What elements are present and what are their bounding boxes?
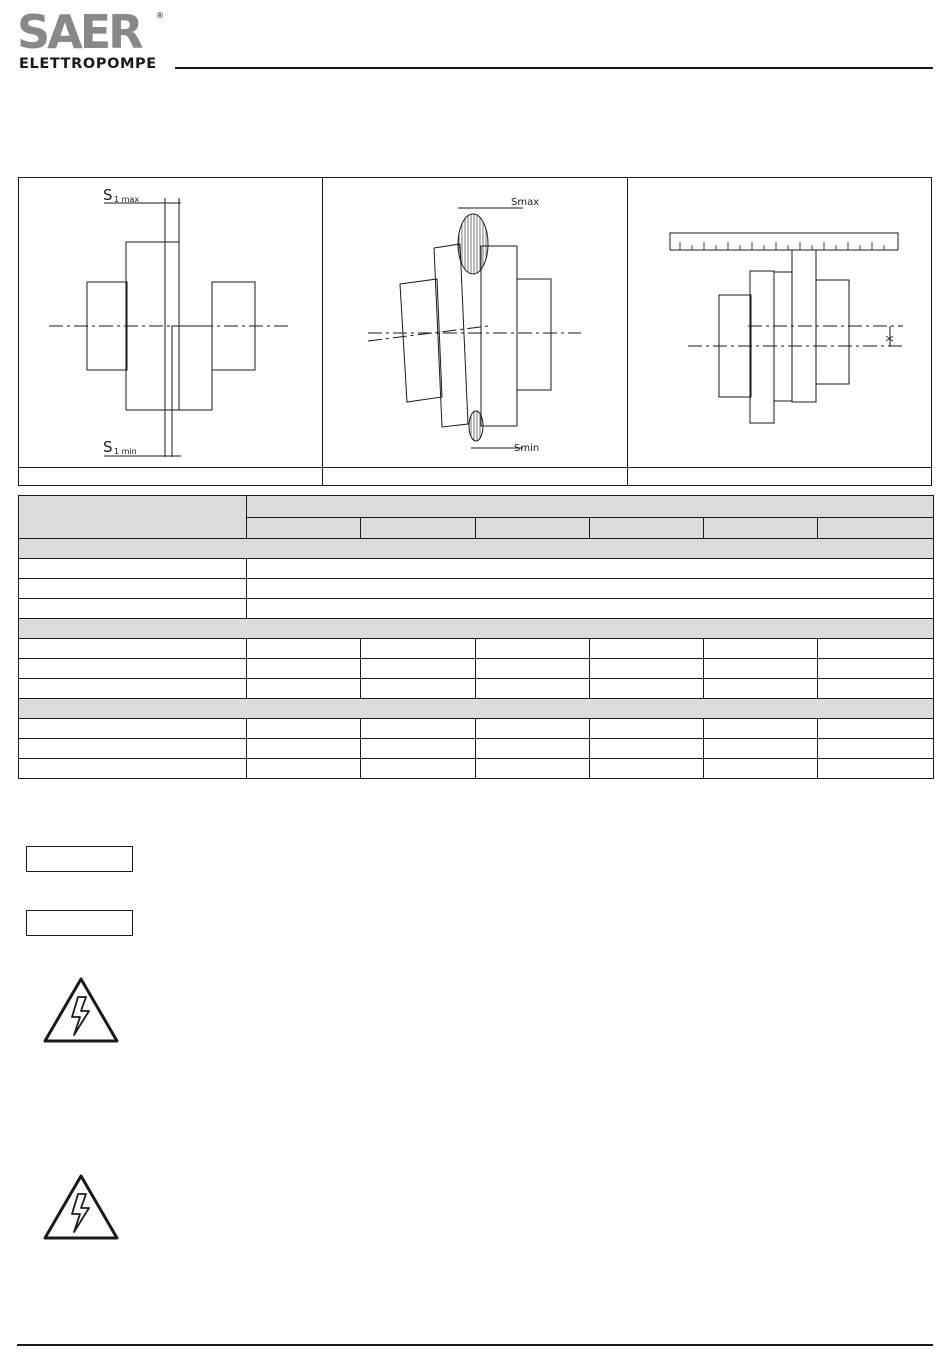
row-label [19, 659, 247, 679]
merged-cell [247, 559, 934, 579]
figure-angular-misalignment [323, 178, 628, 467]
reference-box-2 [26, 910, 133, 936]
s1-max-label: S [103, 186, 113, 204]
table-cell [476, 639, 590, 659]
logo-registered: ® [156, 11, 164, 20]
table-row [19, 759, 934, 779]
row-label [19, 719, 247, 739]
offset-x-label: X [885, 335, 896, 342]
table-cell [361, 759, 476, 779]
row-label [19, 639, 247, 659]
alignment-figures-panel [18, 177, 932, 486]
header-rule [175, 67, 933, 69]
column-header [704, 518, 818, 539]
section-title [19, 699, 934, 719]
table-cell [704, 679, 818, 699]
row-label [19, 739, 247, 759]
table-row [19, 679, 934, 699]
table-cell [590, 639, 704, 659]
table-cell [704, 659, 818, 679]
table-header-row [19, 496, 934, 518]
figure-axial-gap [19, 178, 323, 467]
table-cell [818, 659, 934, 679]
smax-label: Smax [511, 197, 540, 208]
electric-hazard-icon [41, 1172, 121, 1244]
table-cell [476, 759, 590, 779]
table-cell [590, 679, 704, 699]
table-cell [704, 759, 818, 779]
table-cell [476, 679, 590, 699]
table-cell [818, 719, 934, 739]
table-cell [704, 639, 818, 659]
row-label [19, 599, 247, 619]
warning-text-1 [140, 975, 930, 1047]
table-cell [704, 739, 818, 759]
row-label [19, 559, 247, 579]
s1-min-sub: 1 min [114, 447, 137, 456]
table-cell [590, 659, 704, 679]
axial-gap-drawing [19, 178, 322, 467]
table-cell [476, 659, 590, 679]
table-cell [590, 719, 704, 739]
column-header [247, 518, 361, 539]
table-cell [818, 679, 934, 699]
table-row [19, 579, 934, 599]
section-title [19, 619, 934, 639]
figure-caption-1 [19, 467, 323, 485]
table-cell [476, 719, 590, 739]
table-cell [247, 679, 361, 699]
section-title [19, 539, 934, 559]
table-header-group [247, 496, 934, 518]
table-cell [704, 719, 818, 739]
merged-cell [247, 599, 934, 619]
row-label [19, 579, 247, 599]
merged-cell [247, 579, 934, 599]
section-row [19, 699, 934, 719]
gap-section-top [458, 214, 488, 274]
table-cell [247, 759, 361, 779]
table-cell [361, 659, 476, 679]
table-row [19, 719, 934, 739]
table-cell [361, 739, 476, 759]
table-cell [361, 719, 476, 739]
table-header-label [19, 496, 247, 539]
table-cell [361, 679, 476, 699]
section-row [19, 619, 934, 639]
table-row [19, 599, 934, 619]
table-cell [247, 719, 361, 739]
warning-text-2 [140, 1172, 930, 1244]
table-cell [818, 739, 934, 759]
table-row [19, 639, 934, 659]
table-cell [818, 639, 934, 659]
table-cell [818, 759, 934, 779]
table-cell [247, 739, 361, 759]
row-label [19, 759, 247, 779]
column-header [361, 518, 476, 539]
figure-caption-2 [323, 467, 628, 485]
figure-parallel-offset [628, 178, 931, 467]
table-row [19, 739, 934, 759]
reference-box-1 [26, 846, 133, 872]
table-cell [247, 639, 361, 659]
table-cell [247, 659, 361, 679]
smin-label: Smin [514, 443, 540, 454]
s1-min-label: S [103, 438, 113, 456]
section-row [19, 539, 934, 559]
table-cell [361, 639, 476, 659]
table-cell [590, 759, 704, 779]
column-header [818, 518, 934, 539]
s1-max-sub: 1 max [114, 195, 140, 204]
column-header [476, 518, 590, 539]
table-cell [590, 739, 704, 759]
row-label [19, 679, 247, 699]
column-header [590, 518, 704, 539]
logo-subtitle: ELETTROPOMPE [19, 56, 157, 72]
figure-caption-3 [628, 467, 931, 485]
table-row [19, 659, 934, 679]
saer-logo [17, 6, 167, 72]
alignment-tolerance-table [18, 495, 934, 779]
gap-section-bottom [469, 411, 483, 441]
angular-misalignment-drawing [323, 178, 627, 467]
logo-brand: SAER [17, 6, 141, 59]
table-cell [476, 739, 590, 759]
footer-rule [17, 1344, 933, 1346]
parallel-offset-drawing [628, 178, 931, 467]
electric-hazard-icon [41, 975, 121, 1047]
table-row [19, 559, 934, 579]
